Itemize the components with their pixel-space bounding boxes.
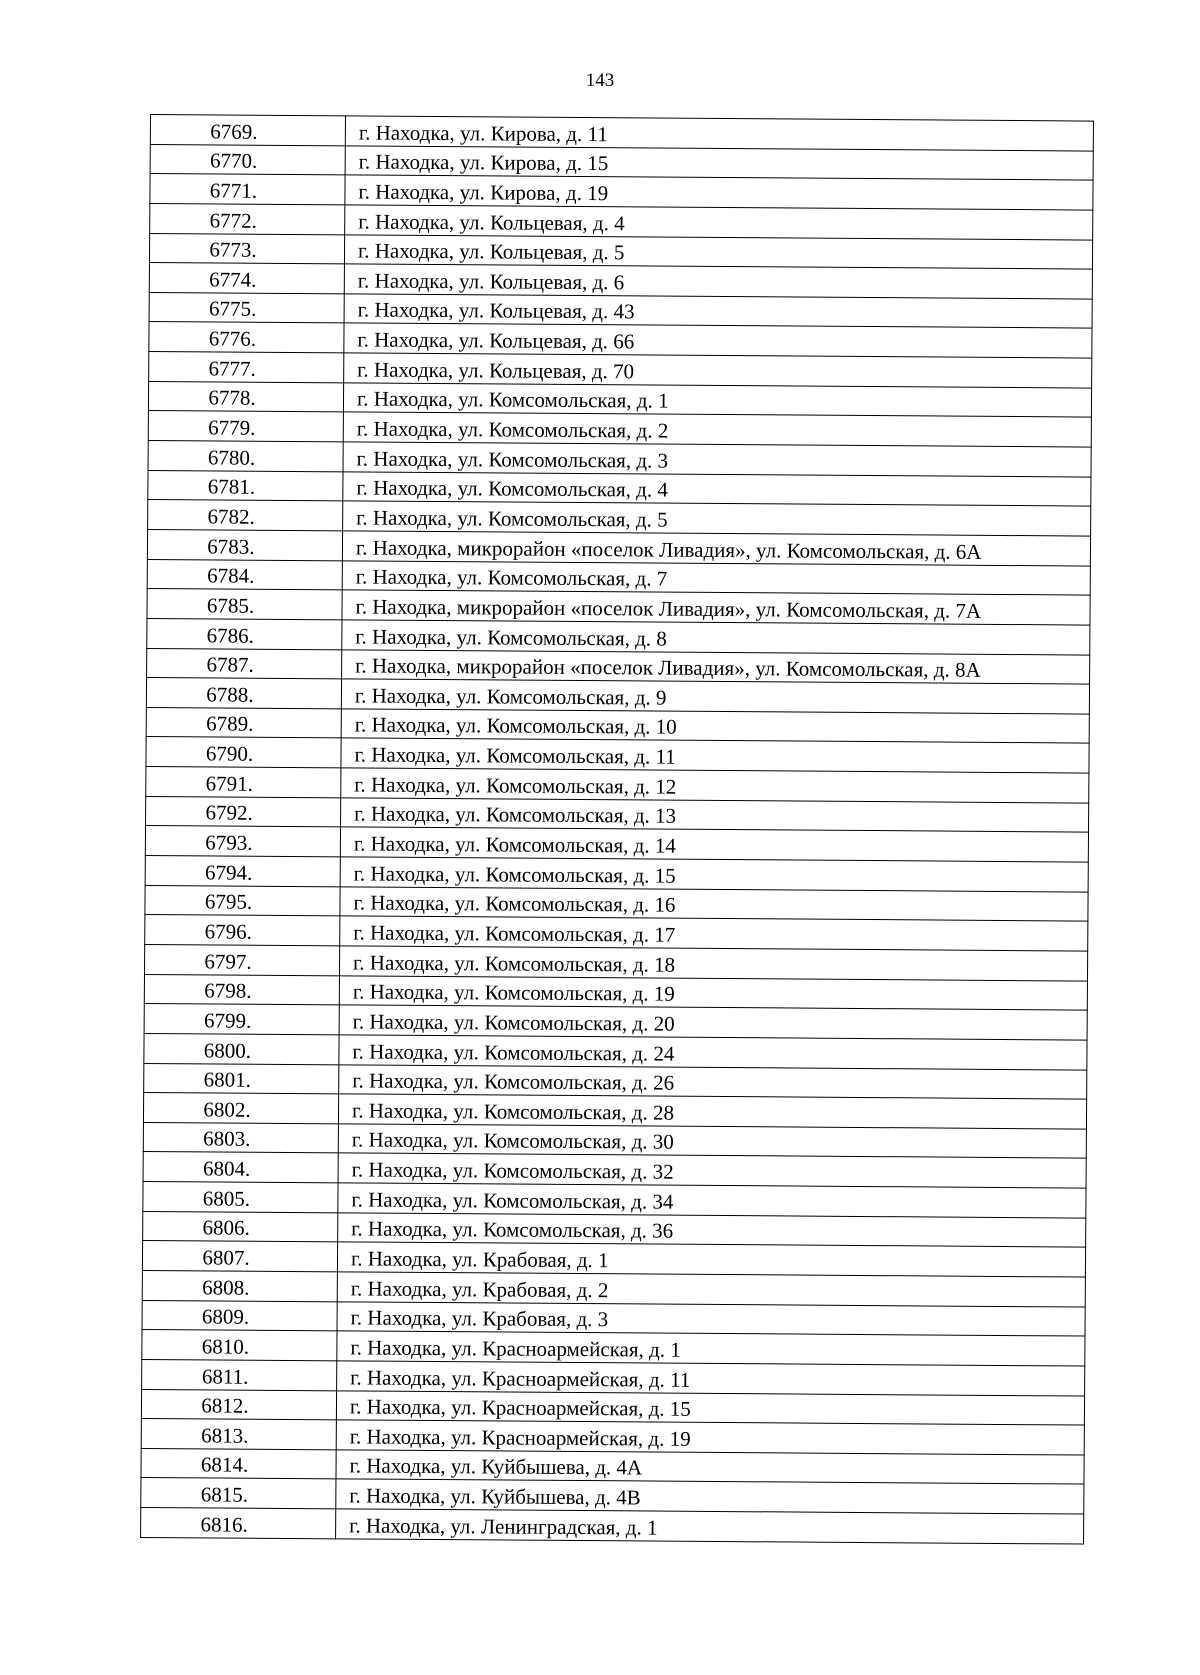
row-number-cell: 6789.: [146, 707, 341, 738]
row-number-cell: 6787.: [147, 648, 342, 679]
address-cell: г. Находка, ул. Комсомольская, д. 16: [340, 887, 1088, 922]
address-cell: г. Находка, ул. Кольцевая, д. 5: [344, 234, 1092, 269]
row-number-cell: 6797.: [144, 944, 339, 975]
address-cell: г. Находка, микрорайон «поселок Ливадия», ул. Комсомольская, д. 8А: [342, 649, 1090, 684]
address-cell: г. Находка, микрорайон «поселок Ливадия», ул. Комсомольская, д. 6А: [342, 531, 1090, 566]
address-cell: г. Находка, ул. Куйбышева, д. 4А: [336, 1450, 1084, 1485]
row-number-cell: 6783.: [147, 529, 342, 560]
row-number-cell: 6798.: [144, 974, 339, 1005]
row-number-cell: 6806.: [143, 1211, 338, 1242]
address-cell: г. Находка, ул. Красноармейская, д. 1: [337, 1331, 1085, 1366]
address-cell: г. Находка, ул. Комсомольская, д. 34: [338, 1183, 1086, 1218]
address-cell: г. Находка, ул. Комсомольская, д. 19: [339, 975, 1087, 1010]
row-number-cell: 6776.: [149, 322, 344, 353]
row-number-cell: 6774.: [149, 263, 344, 294]
address-cell: г. Находка, ул. Комсомольская, д. 10: [341, 709, 1089, 744]
row-number-cell: 6800.: [144, 1033, 339, 1064]
row-number-cell: 6791.: [146, 767, 341, 798]
address-cell: г. Находка, ул. Крабовая, д. 2: [337, 1272, 1085, 1307]
address-cell: г. Находка, ул. Комсомольская, д. 3: [343, 442, 1091, 477]
address-cell: г. Находка, ул. Красноармейская, д. 11: [337, 1361, 1085, 1396]
row-number-cell: 6793.: [145, 826, 340, 857]
address-cell: г. Находка, ул. Комсомольская, д. 9: [341, 679, 1089, 714]
address-cell: г. Находка, ул. Кольцевая, д. 4: [345, 205, 1093, 240]
row-number-cell: 6777.: [149, 352, 344, 383]
row-number-cell: 6788.: [146, 678, 341, 709]
row-number-cell: 6786.: [147, 618, 342, 649]
address-cell: г. Находка, ул. Комсомольская, д. 5: [343, 501, 1091, 536]
row-number-cell: 6804.: [143, 1152, 338, 1183]
address-cell: г. Находка, ул. Комсомольская, д. 26: [339, 1064, 1087, 1099]
address-cell: г. Находка, ул. Кольцевая, д. 70: [344, 353, 1092, 388]
row-number-cell: 6775.: [149, 292, 344, 323]
address-cell: г. Находка, ул. Кольцевая, д. 66: [344, 323, 1092, 358]
address-cell: г. Находка, ул. Комсомольская, д. 2: [343, 412, 1091, 447]
row-number-cell: 6780.: [148, 441, 343, 472]
row-number-cell: 6796.: [145, 915, 340, 946]
address-cell: г. Находка, ул. Комсомольская, д. 18: [339, 946, 1087, 981]
address-cell: г. Находка, ул. Куйбышева, д. 4В: [336, 1479, 1084, 1514]
address-cell: г. Находка, ул. Комсомольская, д. 11: [341, 738, 1089, 773]
row-number-cell: 6781.: [148, 470, 343, 501]
row-number-cell: 6785.: [147, 589, 342, 620]
address-table: [140, 114, 1094, 1544]
row-number-cell: 6811.: [142, 1359, 337, 1390]
address-cell: г. Находка, ул. Кольцевая, д. 6: [344, 264, 1092, 299]
row-number-cell: 6816.: [141, 1508, 336, 1539]
row-number-cell: 6807.: [142, 1241, 337, 1272]
address-cell: г. Находка, ул. Комсомольская, д. 13: [341, 798, 1089, 833]
row-number-cell: 6795.: [145, 885, 340, 916]
row-number-cell: 6773.: [149, 233, 344, 264]
row-number-cell: 6790.: [146, 737, 341, 768]
address-cell: г. Находка, ул. Комсомольская, д. 14: [340, 827, 1088, 862]
address-cell: г. Находка, ул. Комсомольская, д. 7: [342, 560, 1090, 595]
address-cell: г. Находка, ул. Комсомольская, д. 30: [338, 1124, 1086, 1159]
address-cell: г. Находка, ул. Комсомольская, д. 24: [339, 1035, 1087, 1070]
row-number-cell: 6805.: [143, 1182, 338, 1213]
address-cell: г. Находка, ул. Комсомольская, д. 1: [343, 383, 1091, 418]
address-cell: г. Находка, ул. Кирова, д. 19: [345, 175, 1093, 210]
row-number-cell: 6812.: [141, 1389, 336, 1420]
row-number-cell: 6792.: [146, 796, 341, 827]
address-cell: г. Находка, ул. Комсомольская, д. 36: [338, 1213, 1086, 1248]
page-number: 143: [585, 70, 615, 91]
row-number-cell: 6802.: [143, 1093, 338, 1124]
row-number-cell: 6799.: [144, 1004, 339, 1035]
row-number-cell: 6794.: [145, 856, 340, 887]
row-number-cell: 6771.: [150, 174, 345, 205]
row-number-cell: 6778.: [148, 381, 343, 412]
address-cell: г. Находка, ул. Комсомольская, д. 32: [338, 1153, 1086, 1188]
row-number-cell: 6772.: [150, 203, 345, 234]
row-number-cell: 6779.: [148, 411, 343, 442]
address-cell: г. Находка, ул. Комсомольская, д. 12: [341, 768, 1089, 803]
address-cell: г. Находка, ул. Комсомольская, д. 28: [338, 1094, 1086, 1129]
address-cell: г. Находка, ул. Крабовая, д. 1: [337, 1242, 1085, 1277]
row-number-cell: 6815.: [141, 1478, 336, 1509]
address-cell: г. Находка, ул. Крабовая, д. 3: [337, 1301, 1085, 1336]
address-cell: г. Находка, ул. Комсомольская, д. 17: [340, 916, 1088, 951]
table-row: [141, 1508, 1084, 1544]
address-cell: г. Находка, ул. Комсомольская, д. 15: [340, 857, 1088, 892]
row-number-cell: 6784.: [147, 559, 342, 590]
row-number-cell: 6809.: [142, 1300, 337, 1331]
row-number-cell: 6782.: [148, 500, 343, 531]
address-cell: г. Находка, ул. Кольцевая, д. 43: [344, 294, 1092, 329]
address-cell: г. Находка, ул. Красноармейская, д. 19: [336, 1420, 1084, 1455]
row-number-cell: 6801.: [144, 1063, 339, 1094]
address-cell: г. Находка, ул. Комсомольская, д. 4: [343, 472, 1091, 507]
address-cell: г. Находка, ул. Комсомольская, д. 8: [342, 620, 1090, 655]
row-number-cell: 6813.: [141, 1419, 336, 1450]
row-number-cell: 6808.: [142, 1270, 337, 1301]
address-cell: г. Находка, ул. Кирова, д. 15: [345, 146, 1093, 181]
address-table-body: [141, 115, 1094, 1544]
row-number-cell: 6803.: [143, 1122, 338, 1153]
row-number-cell: 6810.: [142, 1330, 337, 1361]
address-cell: г. Находка, ул. Красноармейская, д. 15: [336, 1390, 1084, 1425]
row-number-cell: 6769.: [150, 115, 345, 146]
address-cell: г. Находка, ул. Комсомольская, д. 20: [339, 1005, 1087, 1040]
address-cell: г. Находка, микрорайон «поселок Ливадия», ул. Комсомольская, д. 7А: [342, 590, 1090, 625]
row-number-cell: 6814.: [141, 1448, 336, 1479]
row-number-cell: 6770.: [150, 144, 345, 175]
address-table-container: [140, 114, 1093, 1544]
address-cell: г. Находка, ул. Ленинградская, д. 1: [336, 1509, 1084, 1544]
address-cell: г. Находка, ул. Кирова, д. 11: [345, 116, 1093, 151]
